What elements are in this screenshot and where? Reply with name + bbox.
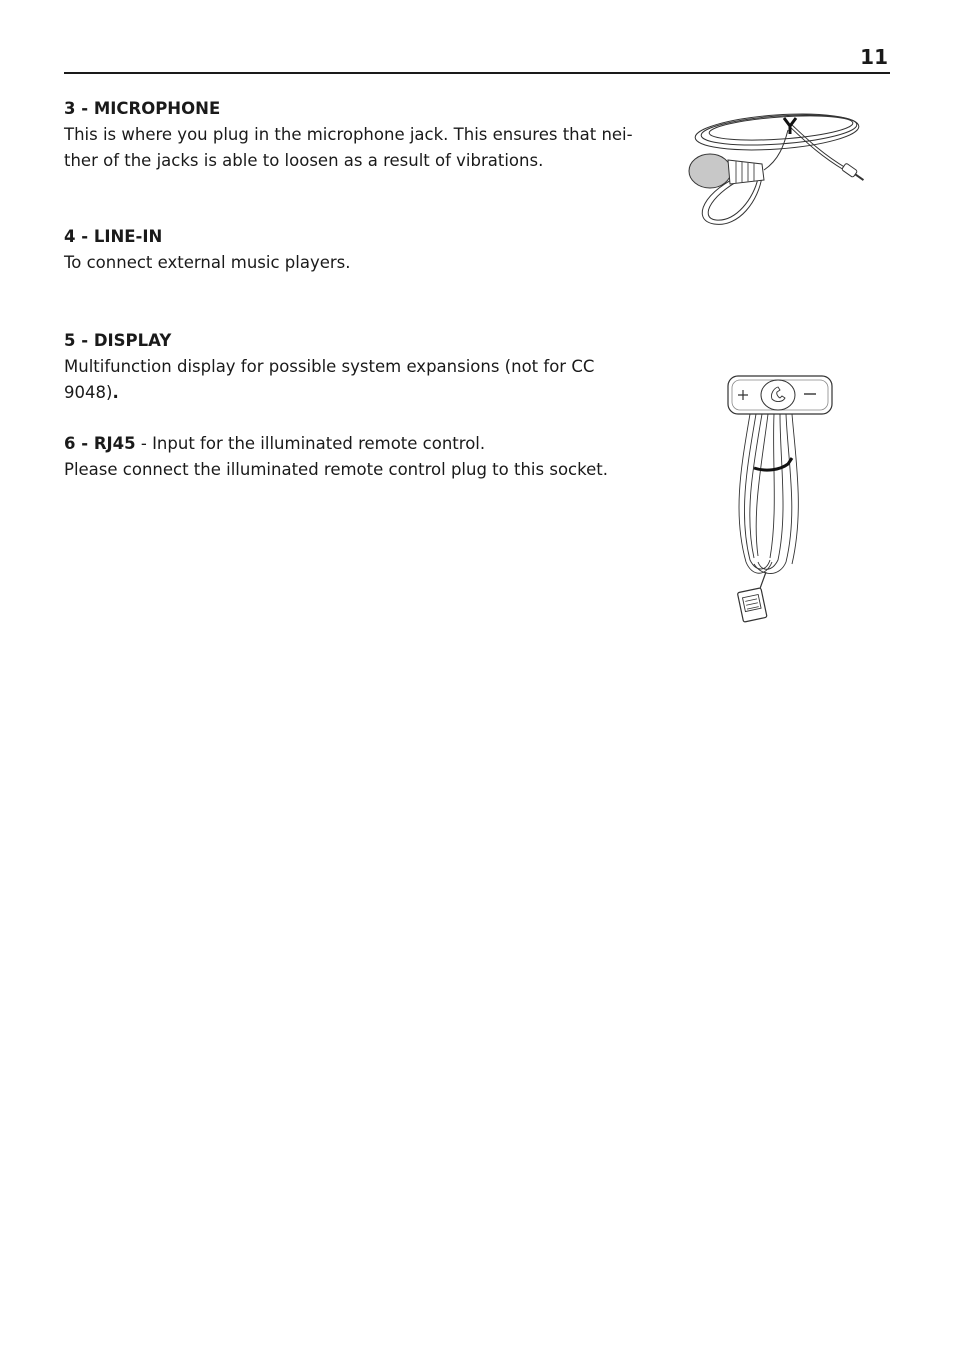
header-rule bbox=[64, 72, 890, 74]
section-text-line-in: To connect external music players. bbox=[64, 253, 351, 272]
microphone-with-cable-icon bbox=[684, 100, 874, 232]
section-display bbox=[64, 328, 644, 406]
section-microphone bbox=[64, 96, 644, 174]
section-title-line-in: 4 - LINE-IN bbox=[64, 227, 163, 246]
section-line-in bbox=[64, 224, 644, 276]
section-title-rj45: 6 - RJ45 bbox=[64, 434, 136, 453]
section-text-microphone-line2: ther of the jacks is able to loosen as a result of vibrations. bbox=[64, 151, 544, 170]
remote-control-with-cable-icon bbox=[722, 372, 838, 626]
section-rj45 bbox=[64, 431, 644, 483]
section-title-microphone: 3 - MICROPHONE bbox=[64, 99, 221, 118]
section-text-microphone-line1: This is where you plug in the microphone jack. This ensures that nei- bbox=[64, 125, 633, 144]
page-number: 11 bbox=[860, 45, 888, 69]
section-text-display: Multifunction display for possible system expansions (not for CC 9048) bbox=[64, 357, 595, 402]
section-text-display-wrap bbox=[64, 354, 644, 406]
section-text-display-period: . bbox=[112, 383, 119, 402]
section-text-rj45: Please connect the illuminated remote control plug to this socket. bbox=[64, 460, 608, 479]
section-title-rj45-suffix: - Input for the illuminated remote control. bbox=[135, 434, 486, 453]
section-title-display: 5 - DISPLAY bbox=[64, 331, 172, 350]
section-heading-rj45 bbox=[64, 431, 644, 457]
